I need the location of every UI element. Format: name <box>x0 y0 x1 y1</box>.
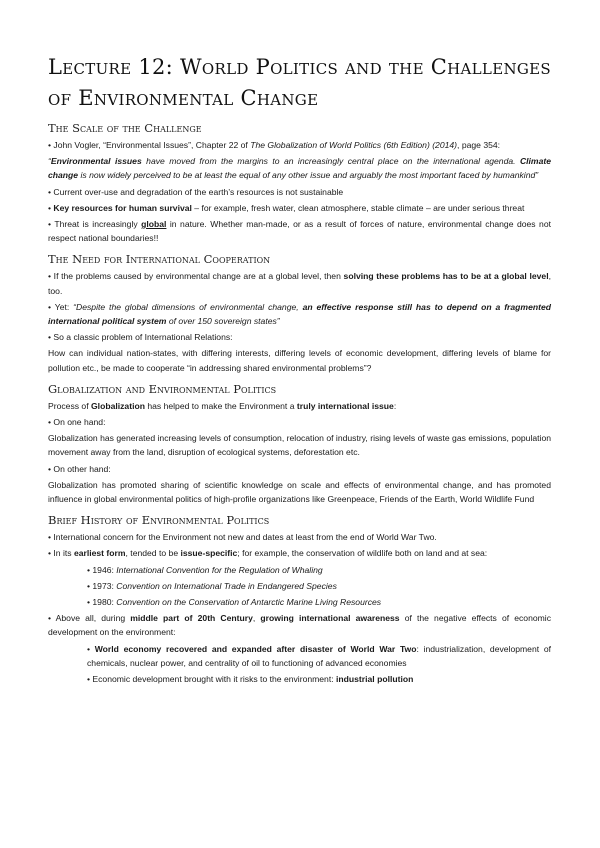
text: • <box>48 202 54 213</box>
bullet-item: • So a classic problem of International Relations: <box>48 332 233 343</box>
text: of over 150 sovereign states” <box>166 316 280 327</box>
text: – for example, fresh water, clean atmosphere, stable climate – are under serious threat <box>191 202 525 213</box>
text: ; for example, the conservation of wildlife both on land and at sea: <box>237 548 488 559</box>
section-heading-globalization: Globalization and Environmental Politics <box>48 381 277 396</box>
text: : industrialization, development of chemicals, nuclear power, and centrality of oil to functioning of advanced economies <box>87 643 551 668</box>
text: has helped to make the Environment a <box>144 400 297 411</box>
text: • Threat is increasingly <box>48 219 142 230</box>
text: • Yet: <box>48 301 74 312</box>
bullet-item: • Current over-use and degradation of the earth’s resources is not sustainable <box>48 186 344 197</box>
text: , <box>252 613 261 624</box>
bullet-item <box>48 201 551 215</box>
text: Key resources for human survival <box>53 202 192 213</box>
text: Convention on International Trade in Endangered Species <box>116 580 337 591</box>
text: growing international awareness <box>260 613 400 624</box>
list-item <box>48 579 551 593</box>
section-heading-cooperation: The Need for International Cooperation <box>48 252 271 267</box>
section-heading-history: Brief History of Environmental Politics <box>48 513 270 528</box>
text: “ <box>48 156 51 167</box>
text: is now widely perceived to be at least the equal of any other issue and arguably the most important faced by humankind” <box>78 170 539 181</box>
bullet-item: • On other hand: <box>48 463 111 474</box>
quote-paragraph <box>48 154 551 182</box>
text: International Convention for the Regulation of Whaling <box>116 564 323 575</box>
text: • John Vogler, “Environmental Issues”, Chapter 22 of <box>48 140 251 150</box>
text: industrial pollution <box>336 674 414 685</box>
list-item <box>48 595 551 609</box>
text: • Economic development brought with it risks to the environment: <box>87 674 337 685</box>
paragraph: How can individual nation-states, with differing interests, differing levels of economic development, differing levels of blame for pollution etc., be made to cooperate “in addressing shared environmental problems”? <box>48 348 551 373</box>
list-item <box>48 563 551 577</box>
text: truly international issue <box>296 400 394 411</box>
document-page <box>48 52 551 688</box>
text: , tended to be <box>125 548 181 559</box>
text: Environmental issues <box>50 156 142 167</box>
list-item <box>48 642 551 670</box>
paragraph: Globalization has promoted sharing of scientific knowledge on scale and effects of environmental change, and has promoted influence in global environmental politics of high-profile organizations like Greenpeace, Friends of the Earth, World Wildlife Fund <box>48 479 551 505</box>
text: World economy recovered and expanded after disaster of World War Two <box>94 643 417 654</box>
text: • In its <box>48 548 74 559</box>
text: Convention on the Conservation of Antarctic Marine Living Resources <box>116 597 382 608</box>
text: • If the problems caused by environmental change are at a global level, then <box>48 271 344 282</box>
paragraph: Globalization has generated increasing levels of consumption, relocation of industry, rising levels of waste gas emissions, population movement away from the land, disruption of ecological systems, deforestation etc. <box>48 433 551 458</box>
bullet-item: • International concern for the Environment not new and dates at least from the end of World War Two. <box>48 532 437 543</box>
text: solving these problems has to be at a global level <box>343 271 549 282</box>
text: issue-specific <box>180 548 238 559</box>
text: Climate change <box>48 156 551 181</box>
text: Process of <box>48 400 91 411</box>
bullet-item <box>48 611 551 639</box>
text: : <box>393 400 397 411</box>
bullet-item: • On one hand: <box>48 417 106 428</box>
text: , too. <box>48 271 551 296</box>
text: • 1980: <box>87 597 117 608</box>
paragraph <box>48 399 551 413</box>
text: • 1973: <box>87 580 117 591</box>
bullet-item <box>48 217 551 245</box>
text: • 1946: <box>87 564 117 575</box>
bullet-item <box>48 269 551 297</box>
text: have moved from the margins to an increasingly central place on the international agenda. <box>141 156 520 167</box>
text: Globalization <box>91 400 145 411</box>
section-heading-scale: The Scale of the Challenge <box>48 121 202 135</box>
reference-paragraph <box>48 138 551 152</box>
list-item <box>48 672 551 686</box>
text: global <box>141 219 167 230</box>
text: of the negative effects of economic development on the environment: <box>48 613 552 638</box>
text: • <box>87 643 95 654</box>
bullet-item <box>48 546 551 560</box>
text: middle part of 20th Century <box>130 613 253 624</box>
text: an effective response still has to depend on a fragmented international political system <box>48 301 551 327</box>
text: in nature. Whether man-made, or as a result of forces of nature, environmental change does not respect national boundaries!! <box>48 219 551 244</box>
text: • Above all, during <box>48 613 131 624</box>
text: earliest form <box>73 548 126 559</box>
bullet-item <box>48 300 551 328</box>
book-title: The Globalization of World Politics (6th Edition) (2014) <box>250 140 458 150</box>
page-title: Lecture 12: World Politics and the Challenges of Environmental Change <box>48 55 551 110</box>
text: , page 354: <box>457 140 501 150</box>
text: “Despite the global dimensions of environmental change, <box>73 301 303 312</box>
